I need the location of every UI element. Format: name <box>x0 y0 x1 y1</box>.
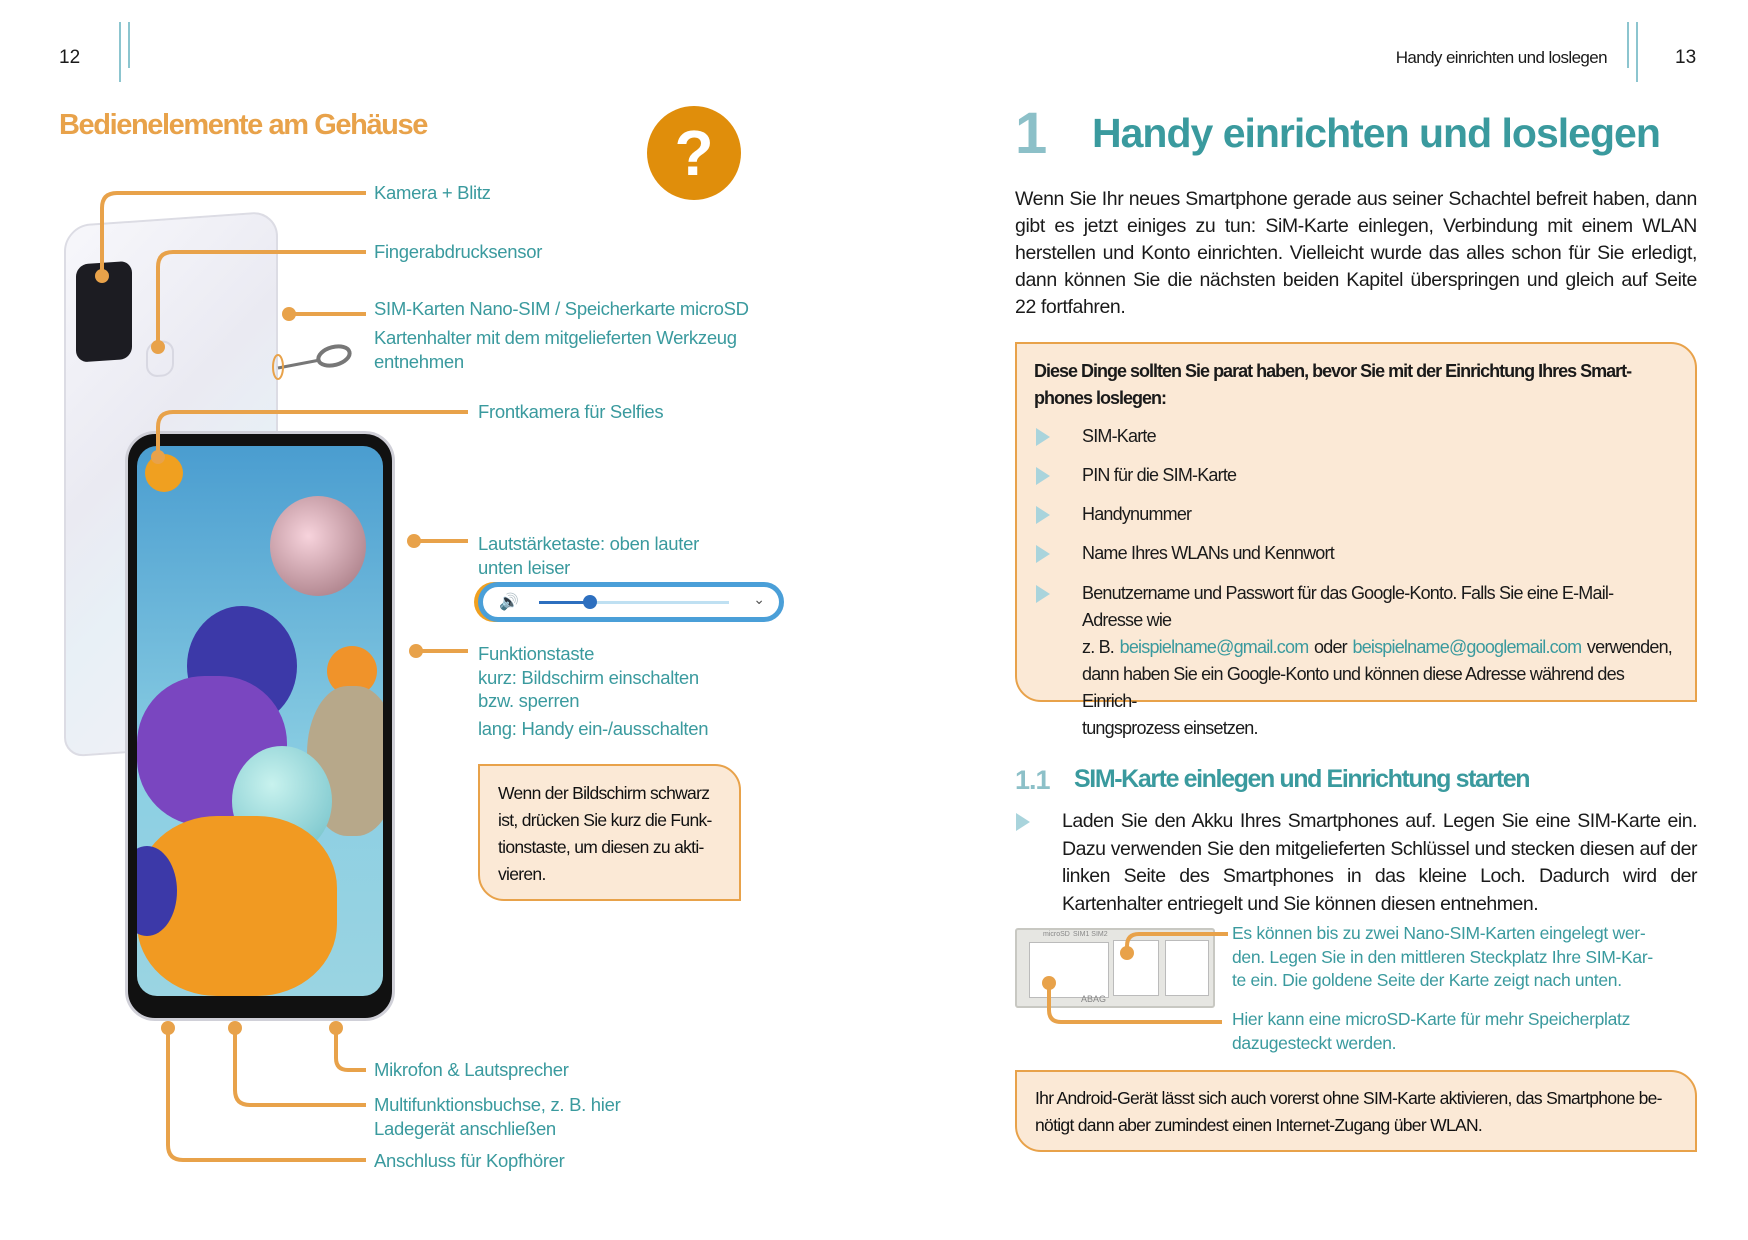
tray-callout-lines <box>1015 920 1240 1030</box>
tray-label: microSD <box>1043 931 1070 938</box>
callout-line: Es können bis zu zwei Nano-SIM-Karten eingelegt wer- <box>1232 923 1646 943</box>
checklist-heading <box>1034 358 1631 412</box>
bullet-icon <box>1036 428 1050 446</box>
checklist-item <box>1082 580 1672 742</box>
label-volume: unten leiser <box>478 557 571 578</box>
running-header: Handy einrichten und loslegen <box>1395 48 1607 67</box>
label-headphone: Anschluss für Kopfhörer <box>374 1150 565 1171</box>
item-line <box>1082 634 1672 661</box>
bullet-icon <box>1036 506 1050 524</box>
label-sim-holder: entnehmen <box>374 351 464 372</box>
section-heading: Bedienelemente am Gehäuse <box>59 109 427 141</box>
tray-callout-microsd <box>1232 1008 1630 1055</box>
label-volume: Lautstärketaste: oben lauter <box>478 533 699 554</box>
volume-slider[interactable] <box>478 582 784 622</box>
note-line: Ihr Android-Gerät lässt sich auch vorerst ohne SIM-Karte aktivieren, das Smartphone be- <box>1035 1088 1662 1108</box>
label-power: kurz: Bildschirm einschalten <box>478 667 699 688</box>
page-number-right: 13 <box>1675 47 1697 68</box>
tip-text: ist, drücken Sie kurz die Funk- <box>498 810 712 830</box>
label-power: Funktionstaste <box>478 643 595 664</box>
label-sim-holder: Kartenhalter mit dem mitgelieferten Werkzeug <box>374 327 737 348</box>
item-text: oder <box>1314 637 1347 657</box>
label-usb: Ladegerät anschließen <box>374 1118 556 1139</box>
volume-track <box>539 601 729 604</box>
speaker-icon: 🔊 <box>499 594 519 611</box>
email-link[interactable]: beispielname@googlemail.com <box>1352 637 1582 657</box>
checklist-item: Handynummer <box>1082 504 1192 524</box>
callout-line: dazugesteckt werden. <box>1232 1032 1397 1053</box>
header-divider <box>1627 22 1629 68</box>
android-note-box <box>1015 1070 1697 1152</box>
bullet-icon <box>1036 467 1050 485</box>
label-power: bzw. sperren <box>478 690 580 711</box>
help-icon: ? <box>647 106 741 200</box>
tip-text: tionstaste, um diesen zu akti- <box>498 837 704 857</box>
item-line: Benutzername und Passwort für das Google-Konto. Falls Sie eine E-Mail-Adresse wie <box>1082 583 1614 630</box>
callout-line: Hier kann eine microSD-Karte für mehr Speicherplatz <box>1232 1009 1631 1029</box>
item-line: dann haben Sie ein Google-Konto und können diese Adresse während des Einrich- <box>1082 664 1625 711</box>
tray-label: ABAG <box>1081 994 1107 1004</box>
callout-line: te ein. Die goldene Seite der Karte zeigt nach unten. <box>1232 970 1622 990</box>
label-usb: Multifunktionsbuchse, z. B. hier <box>374 1094 621 1115</box>
tip-box <box>478 764 741 901</box>
section-number: 1.1 <box>1015 765 1050 795</box>
checklist-item: PIN für die SIM-Karte <box>1082 465 1237 485</box>
tip-text: vieren. <box>498 864 546 884</box>
section-title: SIM-Karte einlegen und Einrichtung starten <box>1074 765 1530 793</box>
bullet-icon <box>1036 545 1050 563</box>
checklist-item: SIM-Karte <box>1082 426 1156 446</box>
item-text: verwenden, <box>1586 637 1672 657</box>
label-mic: Mikrofon & Lautsprecher <box>374 1059 569 1080</box>
intro-paragraph: Wenn Sie Ihr neues Smartphone gerade aus seiner Schachtel befreit haben, dann gibt es jetzt einiges zu tun: SiM-Karte einlegen, Verbindung mit einem WLAN herstellen und Konto einrichten. Vielleicht wurde das alles schon für Sie erledigt, dann können Sie die nächsten beiden Kapitel überspringen und gleich auf Seite 22 fortfahren. <box>1015 188 1697 318</box>
checklist-heading-line: phones loslegen: <box>1034 388 1167 408</box>
header-divider <box>1636 22 1638 82</box>
bullet-icon <box>1036 585 1050 603</box>
checklist-heading-line: Diese Dinge sollten Sie parat haben, bevor Sie mit der Einrichtung Ihres Smart- <box>1034 361 1632 381</box>
chapter-title: Handy einrichten und loslegen <box>1092 110 1660 156</box>
page-number-left: 12 <box>59 47 81 68</box>
tray-callout-sim <box>1232 922 1653 993</box>
email-link[interactable]: beispielname@gmail.com <box>1119 637 1309 657</box>
chevron-down-icon[interactable]: ⌄ <box>753 591 765 607</box>
chapter-number: 1 <box>1015 101 1048 166</box>
label-fingerprint: Fingerabdrucksensor <box>374 241 543 262</box>
callout-line: den. Legen Sie in den mittleren Steckplatz Ihre SIM-Kar- <box>1232 946 1653 967</box>
note-line: nötigt dann aber zumindest einen Internet-Zugang über WLAN. <box>1035 1115 1483 1135</box>
tip-text: Wenn der Bildschirm schwarz <box>498 783 710 803</box>
label-sim: SIM-Karten Nano-SIM / Speicherkarte microSD <box>374 298 749 319</box>
step-text: Laden Sie den Akku Ihres Smartphones auf. Legen Sie eine SIM-Karte ein. Dazu verwenden Sie den mitgelieferten Schlüssel und stecken diesen auf der linken Seite des Smartphones in das kleine Loch. Dadurch wird der Kartenhalter entriegelt und Sie können diesen entnehmen. <box>1062 810 1697 915</box>
checklist-item: Name Ihres WLANs und Kennwort <box>1082 543 1334 563</box>
volume-knob[interactable] <box>583 595 597 609</box>
label-power: lang: Handy ein-/ausschalten <box>478 718 709 739</box>
label-front-camera: Frontkamera für Selfies <box>478 401 664 422</box>
tray-label: SIM1 SIM2 <box>1073 931 1108 938</box>
label-camera: Kamera + Blitz <box>374 182 491 203</box>
item-line: tungsprozess einsetzen. <box>1082 718 1258 738</box>
item-text: z. B. <box>1082 637 1115 657</box>
bullet-icon <box>1016 813 1030 831</box>
